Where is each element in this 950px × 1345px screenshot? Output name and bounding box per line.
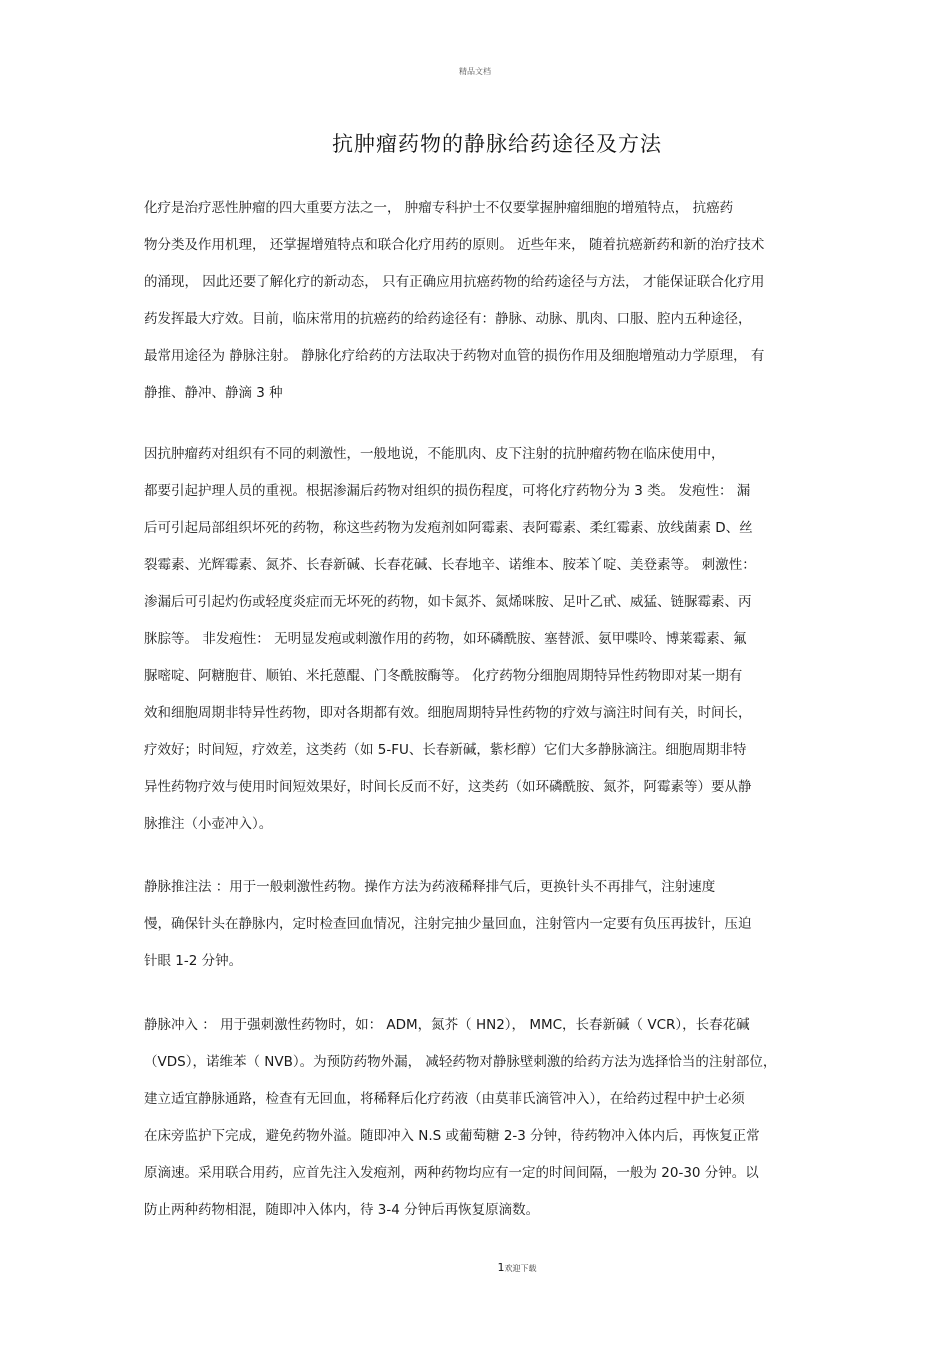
text-line: 药发挥最大疗效。目前，临床常用的抗癌药的给药途径有：静脉、动脉、肌肉、口服、腔内五种途径， (144, 311, 752, 327)
paragraph-drug-classification (144, 436, 892, 843)
text-line: 建立适宜静脉通路，检查有无回血，将稀释后化疗药液（由莫菲氏滴管冲入），在给药过程中护士必须 (144, 1091, 745, 1107)
text-line: 异性药物疗效与使用时间短效果好，时间长反而不好，这类药（如环磷酰胺、氮芥，阿霉素等）要从静 (144, 779, 752, 795)
text-line: 静推、静冲、静滴 3 种 (144, 385, 283, 401)
text-line: （VDS），诺维苯（ NVB）。为预防药物外漏， 减轻药物对静脉壁刺激的给药方法为选择恰当的注射部位， (144, 1054, 777, 1070)
text-line: 物分类及作用机理， 还掌握增殖特点和联合化疗用药的原则。 近些年来， 随着抗癌新药和新的治疗技术 (144, 237, 765, 253)
text-line: 针眼 1-2 分钟。 (144, 953, 243, 969)
text-line: 最常用途径为 静脉注射。 静脉化疗给药的方法取决于药物对血管的损伤作用及细胞增殖动力学原理， 有 (144, 348, 765, 364)
text-line: 都要引起护理人员的重视。根据渗漏后药物对组织的损伤程度，可将化疗药物分为 3 类。 发疱性： 漏 (144, 483, 751, 499)
page-footer (0, 1261, 950, 1274)
footer-watermark: 欢迎下载 (504, 1264, 537, 1273)
text-line: 化疗是治疗恶性肿瘤的四大重要方法之一， 肿瘤专科护士不仅要掌握肿瘤细胞的增殖特点， 抗癌药 (144, 200, 734, 216)
page-number: 1 (497, 1261, 505, 1274)
text-line: 在床旁监护下完成，避免药物外溢。随即冲入 N.S 或葡萄糖 2-3 分钟，待药物冲入体内后，再恢复正常 (144, 1128, 760, 1144)
text-line: 疗效好；时间短，疗效差，这类药（如 5-FU、长春新碱，紫杉醇）它们大多静脉滴注。细胞周期非特 (144, 742, 747, 758)
text-line: 原滴速。采用联合用药，应首先注入发疱剂，两种药物均应有一定的时间间隔，一般为 20-30 分钟。以 (144, 1165, 759, 1181)
text-line: 脉推注（小壶冲入）。 (144, 816, 273, 832)
header-watermark: 精品文档 (459, 67, 491, 76)
text-line: 的涌现， 因此还要了解化疗的新动态， 只有正确应用抗癌药物的给药途径与方法， 才能保证联合化疗用 (144, 274, 765, 290)
text-line: 后可引起局部组织坏死的药物，称这些药物为发疱剂如阿霉素、表阿霉素、柔红霉素、放线菌素 D、丝 (144, 520, 753, 536)
document-title: 抗肿瘤药物的静脉给药途径及方法 (332, 132, 662, 156)
text-line: 脲嘧啶、阿糖胞苷、顺铂、米托蒽醌、门冬酰胺酶等。 化疗药物分细胞周期特异性药物即对某一期有 (144, 668, 743, 684)
paragraph-iv-flush (144, 1007, 892, 1229)
text-line: 渗漏后可引起灼伤或轻度炎症而无坏死的药物，如卡氮芥、氮烯咪胺、足叶乙甙、威猛、链脲霉素、丙 (144, 594, 752, 610)
text-line: 防止两种药物相混，随即冲入体内，待 3-4 分钟后再恢复原滴数。 (144, 1202, 540, 1218)
text-line: 静脉冲入 ： 用于强刺激性药物时，如： ADM，氮芥（ HN2）， MMC，长春新碱（ VCR），长春花碱 (144, 1017, 750, 1033)
text-line: 静脉推注法 ：用于一般刺激性药物。操作方法为药液稀释排气后，更换针头不再排气，注射速度 (144, 879, 716, 895)
paragraph-iv-push (144, 869, 892, 980)
paragraph-intro (144, 190, 892, 412)
text-line: 裂霉素、光辉霉素、氮芥、长春新碱、长春花碱、长春地辛、诺维本、胺苯丫啶、美登素等。 刺激性： (144, 557, 756, 573)
text-line: 因抗肿瘤药对组织有不同的刺激性，一般地说，不能肌肉、皮下注射的抗肿瘤药物在临床使用中， (144, 446, 725, 462)
text-line: 慢，确保针头在静脉内，定时检查回血情况，注射完抽少量回血，注射管内一定要有负压再拔针，压迫 (144, 916, 752, 932)
text-line: 脒腙等。 非发疱性： 无明显发疱或刺激作用的药物，如环磷酰胺、塞替派、氨甲喋呤、博莱霉素、氟 (144, 631, 747, 647)
text-line: 效和细胞周期非特异性药物，即对各期都有效。细胞周期特异性药物的疗效与滴注时间有关，时间长， (144, 705, 752, 721)
